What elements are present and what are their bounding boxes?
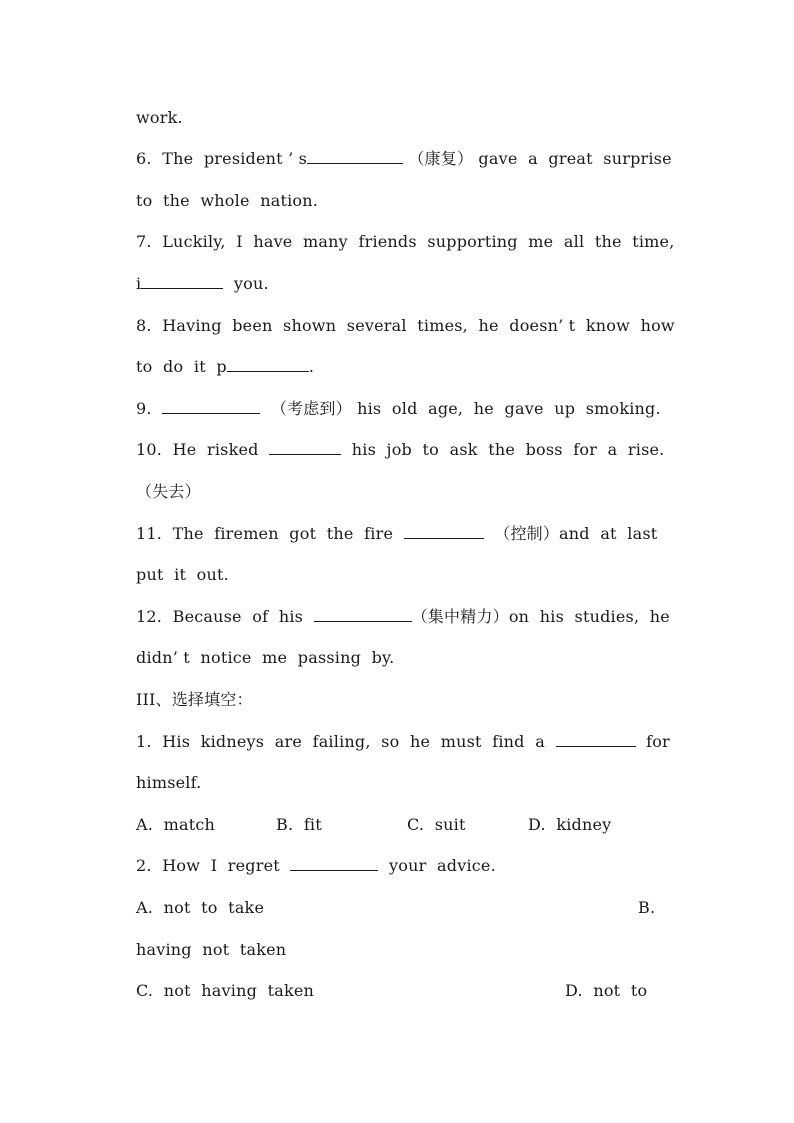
line-text: 7. Luckily, I have many friends supporting me all the time,	[136, 232, 675, 251]
text-line	[136, 108, 183, 128]
text-line	[136, 940, 286, 960]
text-line	[136, 357, 314, 377]
answer-blank[interactable]	[290, 856, 378, 871]
answer-blank[interactable]	[314, 607, 412, 622]
line-text: B.	[638, 898, 656, 917]
option-d[interactable]	[528, 815, 611, 835]
line-text: your advice.	[378, 856, 496, 875]
line-text: to do it p	[136, 357, 227, 376]
answer-blank[interactable]	[404, 524, 484, 539]
line-text: didn’ t notice me passing by.	[136, 648, 395, 667]
line-text: .	[308, 357, 315, 376]
answer-blank[interactable]	[269, 440, 341, 455]
line-text: 1. His kidneys are failing, so he must find a	[136, 732, 556, 751]
question-6	[136, 149, 672, 169]
line-text: A. match	[136, 815, 216, 834]
option-c[interactable]	[407, 815, 466, 835]
line-text: C. not having taken	[136, 981, 315, 1000]
mc-question-2	[136, 856, 496, 876]
answer-blank[interactable]	[556, 732, 636, 747]
line-text: 6. The president ’ s	[136, 149, 308, 168]
line-text: i	[136, 274, 142, 293]
option-a[interactable]	[136, 815, 215, 835]
text-line	[136, 274, 269, 294]
line-text: C. suit	[407, 815, 466, 834]
text-line	[136, 648, 394, 668]
option-b[interactable]	[638, 898, 655, 918]
line-text: D. kidney	[528, 815, 612, 834]
question-10	[136, 440, 664, 460]
text-line	[136, 565, 229, 585]
answer-blank[interactable]	[141, 274, 223, 289]
line-text: 10. He risked	[136, 440, 270, 459]
mc-question-1	[136, 732, 670, 752]
question-11	[136, 524, 657, 544]
line-text: 8. Having been shown several times, he doesn’ t know how	[136, 316, 675, 335]
answer-blank[interactable]	[307, 149, 403, 164]
answer-blank[interactable]	[162, 399, 260, 414]
section-heading	[136, 690, 253, 710]
question-8	[136, 316, 675, 336]
line-text: to the whole nation.	[136, 191, 319, 210]
line-text: 2. How I regret	[136, 856, 291, 875]
question-9	[136, 399, 661, 419]
line-text: D. not to	[565, 981, 648, 1000]
line-text: 11. The firemen got the fire	[136, 524, 404, 543]
line-text: put it out.	[136, 565, 229, 584]
line-text: （考虑到） his old age, he gave up smoking.	[260, 399, 661, 418]
answer-blank[interactable]	[227, 357, 309, 372]
line-text: his job to ask the boss for a rise.	[341, 440, 665, 459]
line-text: B. fit	[276, 815, 322, 834]
question-7	[136, 232, 675, 252]
line-text: himself.	[136, 773, 202, 792]
line-text: III、选择填空：	[136, 690, 253, 709]
text-line	[136, 773, 201, 793]
line-text: （控制）and at last	[483, 524, 658, 543]
line-text: （康复） gave a great surprise	[403, 149, 672, 168]
line-text: for	[635, 732, 670, 751]
line-text: having not taken	[136, 940, 287, 959]
line-text: 12. Because of his	[136, 607, 314, 626]
question-12	[136, 607, 670, 627]
text-line	[136, 482, 201, 502]
line-text: （集中精力）on his studies, he	[411, 607, 670, 626]
line-text: 9.	[136, 399, 163, 418]
line-text: you.	[223, 274, 269, 293]
line-text: （失去）	[136, 482, 201, 501]
text-line	[136, 191, 318, 211]
option-d[interactable]	[565, 981, 647, 1001]
option-b[interactable]	[276, 815, 322, 835]
line-text: A. not to take	[136, 898, 265, 917]
option-c[interactable]	[136, 981, 314, 1001]
line-text: work.	[136, 108, 183, 127]
option-a[interactable]	[136, 898, 264, 918]
